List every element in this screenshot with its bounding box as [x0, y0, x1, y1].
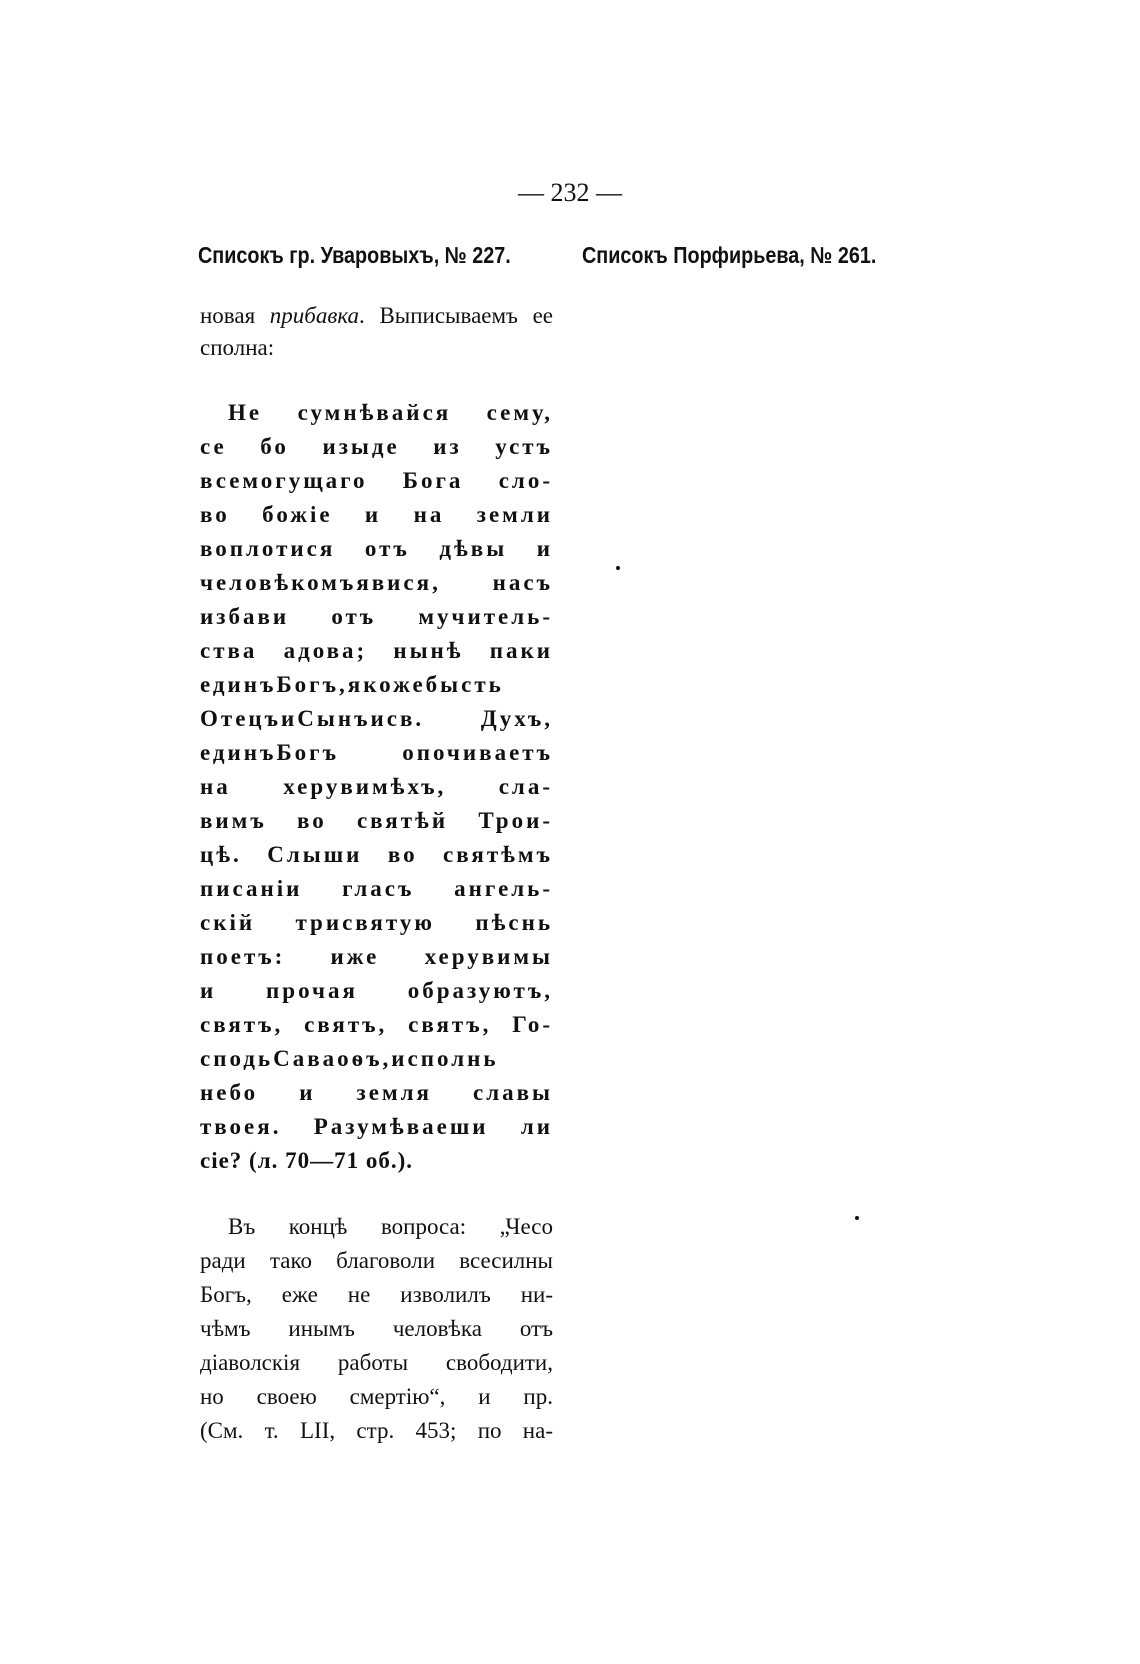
quote-line: поетъ: иже херувимы — [200, 944, 553, 969]
quote-line: скій трисвятую пѣснь — [200, 910, 553, 935]
quote-line: ОтецъиСынъисв. Духъ, — [200, 706, 553, 731]
quote-line: сіе? (л. 70—71 об.). — [200, 1148, 414, 1173]
quote-line: ства адова; нынѣ паки — [200, 638, 553, 663]
intro-text-before: новая — [200, 303, 270, 328]
quote-line: сподьСаваоѳъ,исполнь — [200, 1046, 499, 1071]
quote-line: вимъ во святѣй Трои- — [200, 808, 553, 833]
left-column-header: Списокъ гр. Уваровыхъ, № 227. — [198, 242, 511, 268]
body-line: діаволскія работы свободити, — [200, 1350, 553, 1375]
intro-text-after: . Выписываемъ ее сполна: — [200, 303, 553, 360]
following-paragraph — [200, 1210, 553, 1448]
left-column — [200, 300, 553, 1448]
scan-speck — [855, 1216, 859, 1220]
intro-paragraph — [200, 300, 553, 364]
quote-line: небо и земля славы — [200, 1080, 553, 1105]
body-line: (См. т. LII, стр. 453; по на- — [200, 1418, 553, 1443]
intro-italic-word: прибавка — [269, 303, 360, 328]
quote-line: на херувимѣхъ, сла- — [200, 774, 553, 799]
quote-line: и прочая образуютъ, — [200, 978, 553, 1003]
scan-speck — [616, 566, 620, 570]
quote-line: Не сумнѣвайся сему, — [228, 400, 553, 425]
body-line: ради тако благоволи всесилны — [200, 1248, 553, 1273]
body-line: Въ концѣ вопроса: „Чесо — [228, 1214, 553, 1239]
quote-line: человѣкомъявися, насъ — [200, 570, 553, 595]
quote-line: всемогущаго Бога сло- — [200, 468, 553, 493]
right-column-header: Списокъ Порфирьева, № 261. — [582, 242, 877, 268]
quote-line: твоея. Разумѣваеши ли — [200, 1114, 553, 1139]
quote-line: избави отъ мучитель- — [200, 604, 553, 629]
quote-line: воплотися отъ дѣвы и — [200, 536, 553, 561]
body-line: но своею смертію“, и пр. — [200, 1384, 553, 1409]
body-line: Богъ, еже не изволилъ ни- — [200, 1282, 553, 1307]
quote-line: цѣ. Слыши во святѣмъ — [200, 842, 553, 867]
quote-line: единъБогъ,якожебысть — [200, 672, 504, 697]
quote-line: святъ, святъ, святъ, Го- — [200, 1012, 553, 1037]
quote-line: во божіе и на земли — [200, 502, 553, 527]
body-line: чѣмъ инымъ человѣка отъ — [200, 1316, 553, 1341]
quote-line: се бо изыде из устъ — [200, 434, 553, 459]
page-number: — 232 — — [518, 178, 622, 207]
quoted-passage — [200, 396, 553, 1178]
quote-line: единъБогъ опочиваетъ — [200, 740, 553, 765]
quote-line: писаніи гласъ ангель- — [200, 876, 553, 901]
